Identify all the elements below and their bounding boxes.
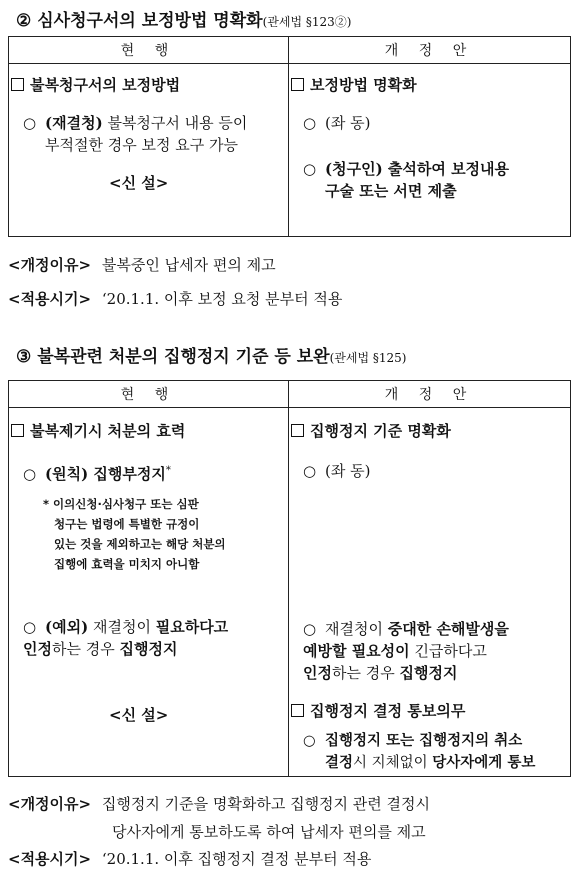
section-3-reason <box>8 790 430 846</box>
section-2-header-current: 현 행 <box>9 37 289 64</box>
checkbox-square-icon <box>11 78 24 91</box>
section-2-comparison-table <box>8 36 571 237</box>
section-3-reason-label: <개정이유> <box>8 795 92 813</box>
checkbox-square-icon <box>291 78 304 91</box>
section-3-header-proposed: 개 정 안 <box>289 381 571 408</box>
section-2-timing-text: ‘20.1.1. 이후 보정 요청 분부터 적용 <box>101 290 343 308</box>
checkbox-square-icon <box>291 424 304 437</box>
section-2-proposed-item: 보정방법 명확화 <box>291 74 417 95</box>
section-3-current-item: 불복제기시 처분의 효력 <box>11 420 185 441</box>
section-3-current-footnote: * 이의신청·심사청구 또는 심판 청구는 법령에 특별한 규정이 있는 것을 제외하고는 해당 처분의 집행에 효력을 미치지 아니함 <box>43 497 226 571</box>
checkbox-square-icon <box>291 704 304 717</box>
section-2-proposed-cell <box>289 64 571 237</box>
section-2-reason-text: 불복중인 납세자 편의 제고 <box>101 256 276 274</box>
section-3-timing-text: ‘20.1.1. 이후 집행정지 결정 분부터 적용 <box>101 850 372 868</box>
section-2-current-cell <box>9 64 289 237</box>
section-3-law-ref: (관세법 §125) <box>329 351 407 365</box>
section-3-timing-label: <적용시기> <box>8 850 92 868</box>
section-3-proposed-bullet-3: ○ 집행정지 또는 집행정지의 취소 결정시 지체없이 당사자에게 통보 <box>303 732 536 771</box>
checkbox-square-icon <box>11 424 24 437</box>
section-3-current-cell <box>9 408 289 777</box>
section-3-timing <box>8 848 371 869</box>
section-3-proposed-item: 집행정지 기준 명확화 <box>291 420 451 441</box>
section-2-title <box>16 6 351 31</box>
section-3-current-bullet-1: ○ (원칙) 집행부정지* <box>23 465 171 483</box>
section-3-title-text: 불복관련 처분의 집행정지 기준 등 보완 <box>37 347 330 367</box>
section-2-proposed-bullet-1: ○ (좌 동) <box>303 114 371 132</box>
section-3-proposed-cell <box>289 408 571 777</box>
section-2-reason-label: <개정이유> <box>8 256 92 274</box>
section-3-header-current: 현 행 <box>9 381 289 408</box>
section-2-reason <box>8 254 276 275</box>
section-3-reason-line-1: 집행정지 기준을 명확화하고 집행정지 관련 결정시 <box>101 795 431 813</box>
section-2-current-item: 불복청구서의 보정방법 <box>11 74 180 95</box>
section-3-current-new: <신 설> <box>109 706 169 724</box>
section-3-proposed-bullet-2: ○ 재결청이 중대한 손해발생을 예방할 필요성이 긴급하다고 인정하는 경우 집행정지 <box>303 620 509 682</box>
section-2-proposed-bullet-2: ○ (청구인) 출석하여 보정내용 구술 또는 서면 제출 <box>303 160 510 200</box>
section-3-comparison-table <box>8 380 571 777</box>
section-3-number: ③ <box>16 347 32 367</box>
section-2-header-proposed: 개 정 안 <box>289 37 571 64</box>
section-3-proposed-item-2: 집행정지 결정 통보의무 <box>291 700 465 721</box>
section-3-title <box>16 342 406 367</box>
section-2-current-bullet: ○ (재결청) 불복청구서 내용 등이 부적절한 경우 보정 요구 가능 <box>23 114 248 154</box>
section-2-title-text: 심사청구서의 보정방법 명확화 <box>37 11 263 31</box>
section-2-current-new: <신 설> <box>109 174 169 192</box>
section-3-proposed-bullet-1: ○ (좌 동) <box>303 462 371 480</box>
section-2-law-ref: (관세법 §123②) <box>262 15 352 29</box>
section-3-current-bullet-2: ○ (예외) 재결청이 필요하다고 인정하는 경우 집행정지 <box>23 618 229 658</box>
section-3-reason-line-2: 당사자에게 통보하도록 하여 납세자 편의를 제고 <box>112 823 426 841</box>
section-2-timing-label: <적용시기> <box>8 290 92 308</box>
section-2-timing <box>8 288 342 309</box>
section-2-number: ② <box>16 11 32 31</box>
